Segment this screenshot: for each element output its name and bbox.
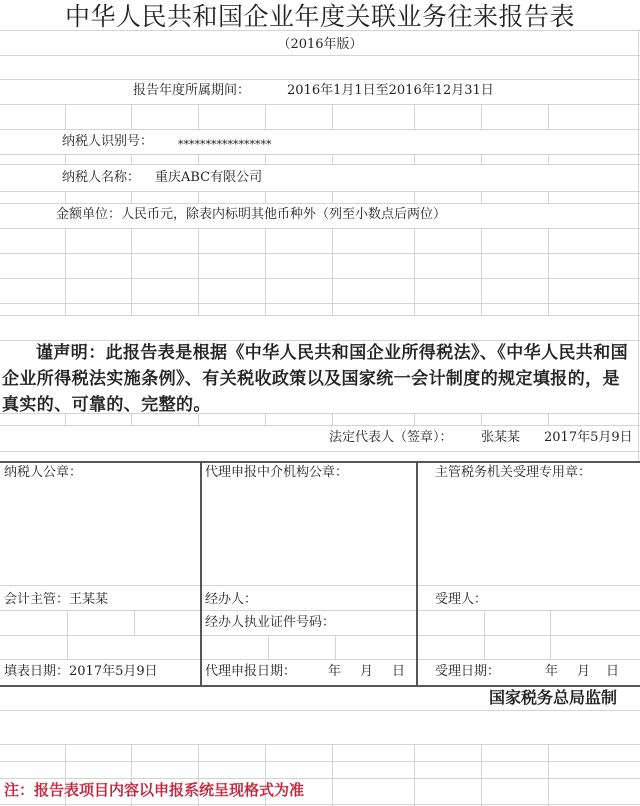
grid-line (332, 154, 333, 164)
grid-line (548, 191, 549, 203)
grid-line (332, 191, 333, 203)
agent-date-day: 日 (392, 664, 406, 679)
grid-line (0, 585, 640, 586)
grid-line (0, 710, 640, 711)
taxpayer-name-value: 重庆ABC有限公司 (155, 170, 263, 185)
grid-line (335, 635, 336, 659)
agent-cert-label: 经办人执业证件号码： (205, 615, 336, 630)
grid-line (131, 191, 132, 203)
grid-line (265, 228, 266, 315)
grid-line (0, 203, 640, 204)
receiver-label: 受理人： (435, 592, 488, 607)
grid-line (0, 659, 640, 660)
grid-line (414, 744, 415, 778)
taxpayer-id-value: ***************** (178, 138, 272, 151)
grid-line (0, 191, 640, 192)
grid-line (65, 228, 66, 315)
grid-line (0, 610, 640, 611)
grid-line (484, 610, 485, 659)
grid-line (67, 610, 68, 659)
grid-line (0, 278, 640, 279)
currency-unit: 金额单位：人民币元，除表内标明其他币种外（列至小数点后两位） (56, 207, 447, 222)
grid-line (265, 104, 266, 129)
grid-line (198, 228, 199, 315)
box-top-border (0, 461, 640, 463)
legal-rep-name: 张某某 (481, 430, 521, 445)
grid-line (0, 635, 640, 636)
accountant-label: 会计主管：王某某 (4, 592, 109, 607)
page-title: 中华人民共和国企业年度关联业务往来报告表 (64, 2, 575, 31)
grid-line (548, 104, 549, 129)
grid-line (550, 610, 551, 659)
grid-line (0, 315, 640, 316)
grid-line (131, 228, 132, 315)
grid-line (265, 154, 266, 164)
grid-line (548, 154, 549, 164)
grid-line (481, 744, 482, 778)
grid-line (0, 129, 640, 130)
grid-line (414, 104, 415, 129)
legal-rep-label: 法定代表人（签章）： (329, 430, 453, 445)
grid-line (198, 154, 199, 164)
grid-line (0, 154, 640, 155)
grid-line (0, 104, 640, 105)
footer-note: 注：报告表项目内容以申报系统呈现格式为准 (4, 781, 305, 799)
agent-date-month: 月 (360, 664, 374, 679)
grid-line (332, 104, 333, 129)
grid-line (0, 303, 640, 304)
grid-line (481, 778, 482, 806)
grid-line (0, 79, 640, 80)
grid-line (198, 104, 199, 129)
authority-date-year: 年 (545, 664, 559, 679)
grid-line (0, 425, 640, 426)
grid-line (548, 778, 549, 806)
agent-handler-label: 经办人： (205, 592, 258, 607)
agent-date-year: 年 (328, 664, 342, 679)
grid-line (414, 228, 415, 315)
grid-line (0, 253, 640, 254)
grid-line (332, 228, 333, 315)
agent-seal-label: 代理申报中介机构公章： (205, 465, 349, 480)
issuer-label: 国家税务总局监制 (489, 688, 618, 707)
period-label: 报告年度所属期间： (133, 83, 251, 98)
taxpayer-id-label: 纳税人识别号： (62, 134, 154, 149)
grid-line (265, 744, 266, 778)
box-divider (416, 461, 418, 687)
grid-line (0, 164, 640, 165)
grid-line (481, 104, 482, 129)
grid-line (265, 191, 266, 203)
grid-line (332, 778, 333, 806)
grid-line (0, 744, 640, 745)
grid-line (0, 228, 640, 229)
grid-line (65, 191, 66, 203)
grid-line (65, 744, 66, 778)
grid-line (0, 778, 640, 779)
grid-line (548, 744, 549, 778)
grid-line (131, 154, 132, 164)
authority-date-month: 月 (577, 664, 591, 679)
grid-line (198, 744, 199, 778)
grid-line (268, 635, 269, 659)
grid-line (481, 154, 482, 164)
legal-rep-date: 2017年5月9日 (544, 430, 633, 445)
grid-line (481, 228, 482, 315)
grid-line (332, 744, 333, 778)
authority-date-label: 受理日期： (435, 664, 501, 679)
grid-line (0, 804, 640, 805)
declaration-text (2, 340, 634, 418)
edition-label: （2016年版） (277, 37, 363, 52)
box-divider (200, 461, 202, 687)
authority-date-day: 日 (606, 664, 620, 679)
grid-line (638, 30, 639, 461)
grid-line (0, 761, 640, 762)
agent-date-label: 代理申报日期： (205, 664, 297, 679)
grid-line (0, 451, 640, 452)
grid-line (65, 154, 66, 164)
grid-line (414, 154, 415, 164)
grid-line (131, 744, 132, 778)
grid-line (134, 610, 135, 635)
declaration-body: 谨声明：此报告表是根据《中华人民共和国企业所得税法》、《中华人民共和国企业所得税法实施条例》、有关税收政策以及国家统一会计制度的规定填报的，是真实的、可靠的、完整的。 (2, 343, 628, 415)
period-value: 2016年1月1日至2016年12月31日 (287, 83, 494, 98)
grid-line (481, 191, 482, 203)
grid-line (65, 104, 66, 129)
grid-line (131, 104, 132, 129)
grid-line (414, 778, 415, 806)
fill-date-label: 填表日期：2017年5月9日 (4, 664, 158, 679)
grid-line (0, 55, 640, 56)
box-bottom-border (0, 685, 640, 687)
grid-line (198, 191, 199, 203)
taxpayer-name-label: 纳税人名称： (62, 170, 141, 185)
taxpayer-seal-label: 纳税人公章： (4, 465, 83, 480)
grid-line (548, 228, 549, 315)
authority-seal-label: 主管税务机关受理专用章： (435, 465, 592, 480)
grid-line (414, 191, 415, 203)
